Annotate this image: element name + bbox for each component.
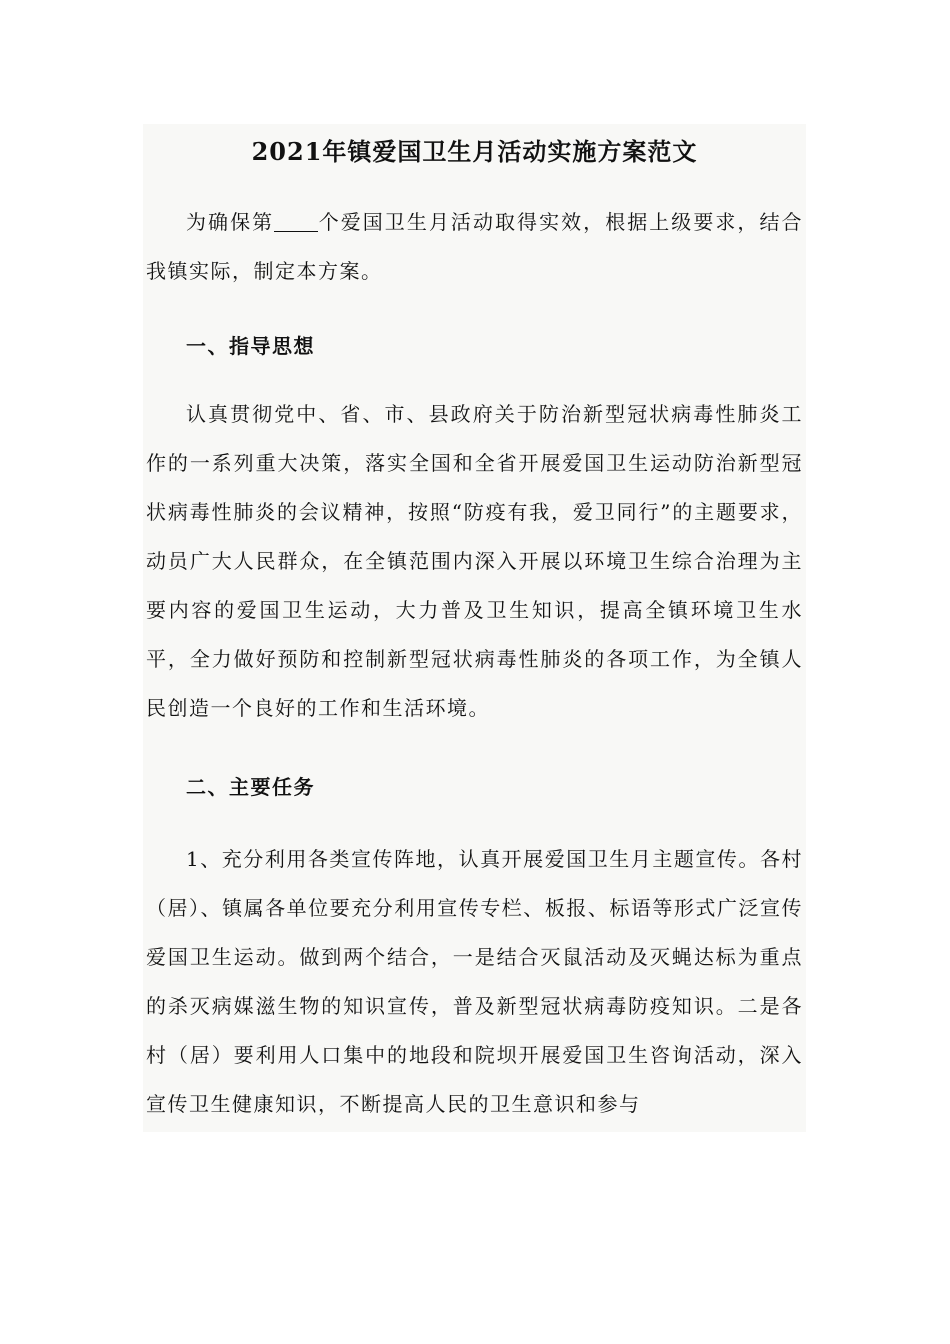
section-heading-guiding-ideology: 一、指导思想 (186, 334, 315, 358)
document-page (143, 124, 806, 1132)
document-title: 2021年镇爱国卫生月活动实施方案范文 (251, 137, 698, 166)
intro-text-after: 个爱国卫生月活动取得实效，根据上级要求，结合我镇实际，制定本方案。 (146, 210, 804, 283)
section-heading-main-tasks: 二、主要任务 (186, 775, 315, 799)
intro-text-before: 为确保第 (186, 210, 275, 234)
section-body-guiding-ideology: 认真贯彻党中、省、市、县政府关于防治新型冠状病毒性肺炎工作的一系列重大决策，落实全国和全省开展爱国卫生运动防治新型冠状病毒性肺炎的会议精神，按照“防疫有我，爱卫同行”的主题要求，动员广大人民群众，在全镇范围内深入开展以环境卫生综合治理为主要内容的爱国卫生运动，大力普及卫生知识，提高全镇环境卫生水平，全力做好预防和控制新型冠状病毒性肺炎的各项工作，为全镇人民创造一个良好的工作和生活环境。 (146, 402, 803, 720)
section-body-main-tasks-item1: 1、充分利用各类宣传阵地，认真开展爱国卫生月主题宣传。各村（居）、镇属各单位要充分利用宣传专栏、板报、标语等形式广泛宣传爱国卫生运动。做到两个结合，一是结合灭鼠活动及灭蝇达标为重点的杀灭病媒滋生物的知识宣传，普及新型冠状病毒防疫知识。二是各村（居）要利用人口集中的地段和院坝开展爱国卫生咨询活动，深入宣传卫生健康知识，不断提高人民的卫生意识和参与 (146, 847, 803, 1116)
intro-paragraph (146, 198, 803, 296)
fill-in-blank (274, 211, 318, 232)
